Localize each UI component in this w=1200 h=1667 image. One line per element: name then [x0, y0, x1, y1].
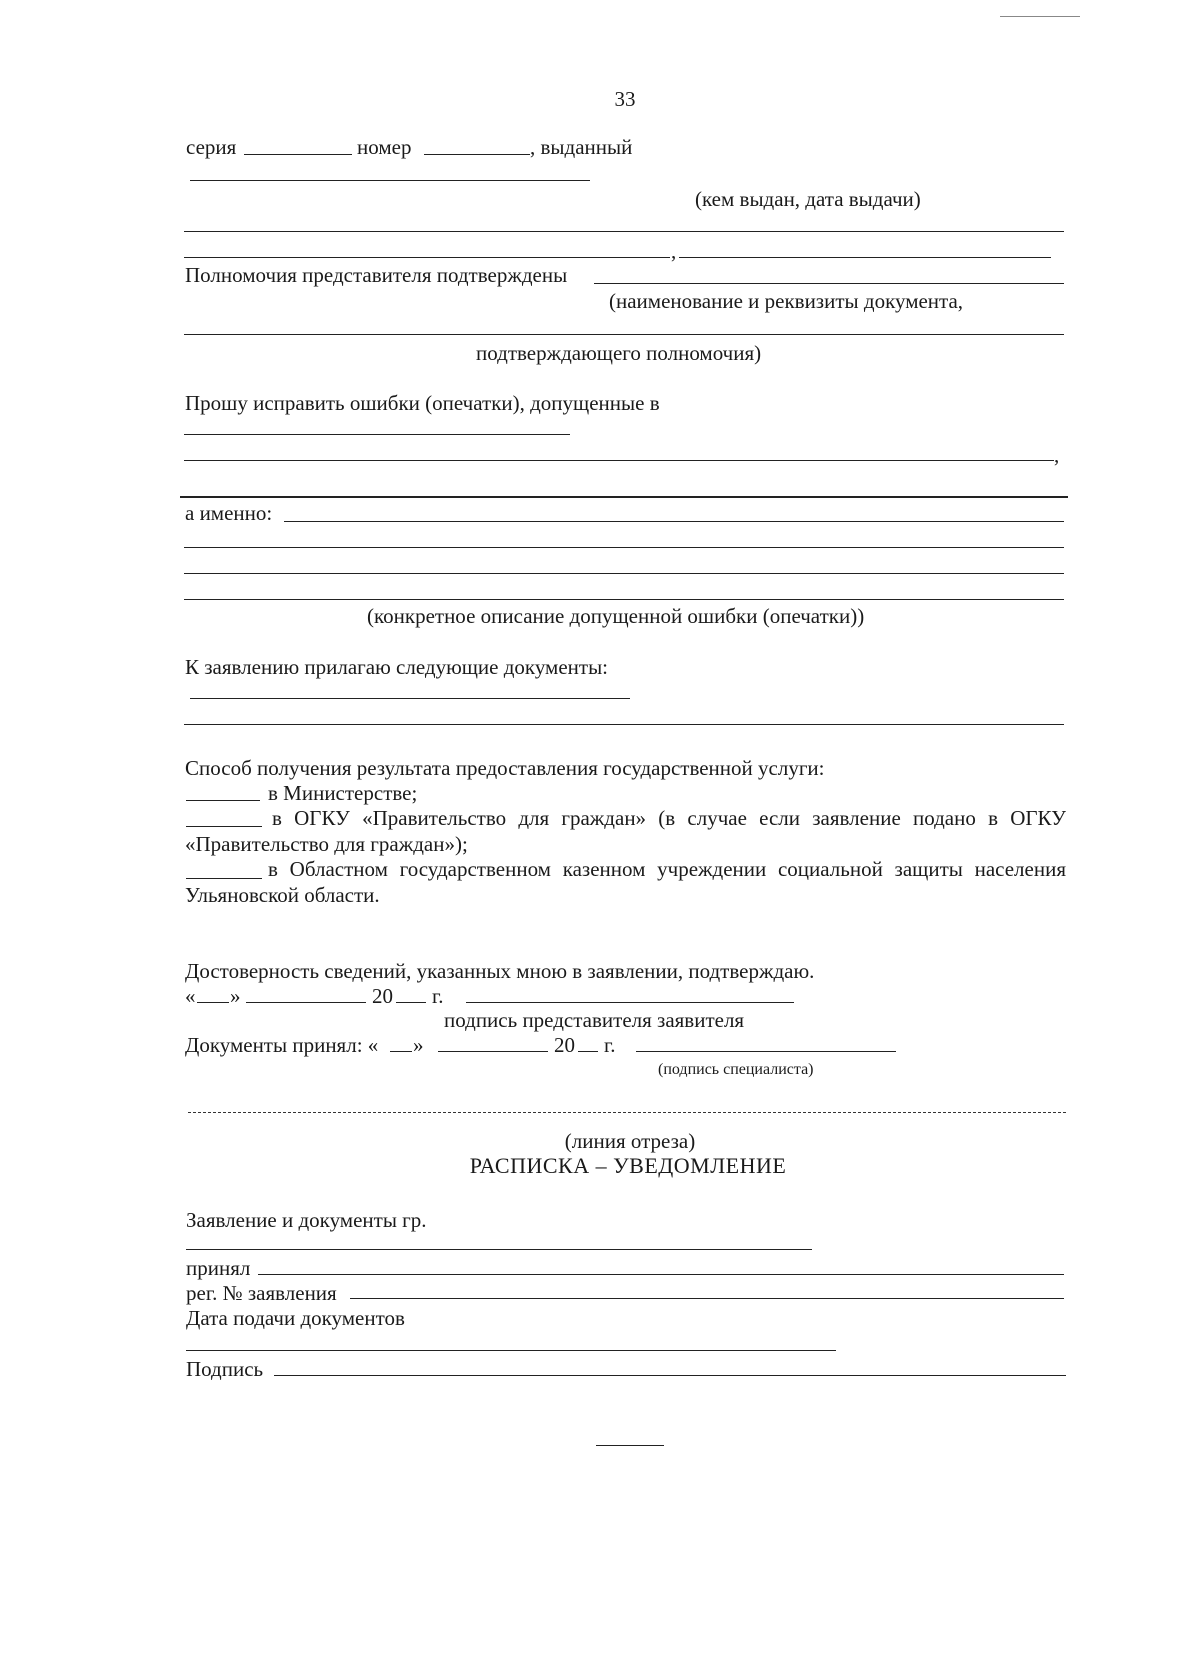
specialist-signature-field: [636, 1051, 896, 1052]
delivery-opt2-line2: «Правительство для граждан»);: [185, 832, 468, 856]
cut-line: [188, 1112, 1066, 1113]
representative-field-2: [184, 334, 1064, 335]
accepted-month-field: [438, 1051, 548, 1052]
namely-label: а именно:: [185, 501, 273, 525]
receipt-signature-field: [274, 1375, 1066, 1376]
receipt-citizen-field: [186, 1249, 812, 1250]
date-open-quote: «: [185, 984, 196, 1008]
accepted-close-quote: »: [413, 1033, 424, 1057]
request-field-2: [184, 460, 1054, 461]
receipt-reg-field: [350, 1298, 1064, 1299]
attachments-field-1: [190, 698, 630, 699]
request-text: Прошу исправить ошибки (опечатки), допущенные в: [185, 391, 660, 415]
request-field-3: [180, 496, 1068, 498]
date-month-field: [246, 1002, 366, 1003]
year-field: [396, 1002, 426, 1003]
accepted-year-suffix: г.: [604, 1033, 616, 1057]
cut-line-label: (линия отреза): [564, 1129, 696, 1153]
representative-field: [594, 283, 1064, 284]
issued-field-2: [184, 231, 1064, 232]
representative-label: Полномочия представителя подтверждены: [185, 263, 568, 287]
delivery-opt3-mark: [186, 878, 262, 879]
receipt-reg-number: рег. № заявления: [186, 1281, 337, 1305]
comma-end: ,: [1054, 443, 1060, 467]
receipt-date-field: [186, 1350, 836, 1351]
series-label: серия: [186, 135, 237, 159]
number-field: [424, 154, 530, 155]
accepted-year-field: [578, 1051, 598, 1052]
scan-artifact-line: [1000, 16, 1080, 17]
namely-field-2: [184, 547, 1064, 548]
representative-hint-2: подтверждающего полномочия): [476, 341, 762, 365]
delivery-opt2-line1: в ОГКУ «Правительство для граждан» (в случае если заявление подано в ОГКУ: [272, 806, 1066, 830]
receipt-title: РАСПИСКА – УВЕДОМЛЕНИЕ: [469, 1153, 787, 1178]
representative-hint-1: (наименование и реквизиты документа,: [609, 289, 964, 313]
date-close-quote: »: [230, 984, 241, 1008]
page-number: 33: [614, 87, 636, 111]
series-field: [244, 154, 352, 155]
receipt-docs-from: Заявление и документы гр.: [186, 1208, 427, 1232]
namely-field-3: [184, 573, 1064, 574]
delivery-opt3-line1: в Областном государственном казенном учреждении социальной защиты населения: [268, 857, 1066, 881]
namely-field-1: [284, 521, 1064, 522]
receipt-submit-date: Дата подачи документов: [186, 1306, 405, 1330]
request-field-1: [184, 434, 570, 435]
attachments-text: К заявлению прилагаю следующие документы:: [185, 655, 609, 679]
date-day-field: [197, 1002, 229, 1003]
delivery-heading: Способ получения результата предоставления государственной услуги:: [185, 756, 825, 780]
namely-field-4: [184, 599, 1064, 600]
receipt-accepted-field: [258, 1274, 1064, 1275]
accepted-label: Документы принял: «: [185, 1033, 379, 1057]
year-suffix: г.: [432, 984, 444, 1008]
accepted-year-prefix: 20: [554, 1033, 575, 1057]
delivery-opt1-mark: [186, 800, 260, 801]
namely-hint: (конкретное описание допущенной ошибки (опечатки)): [367, 604, 865, 628]
delivery-opt1: в Министерстве;: [268, 781, 418, 805]
issued-field-3b: [679, 257, 1051, 258]
year-prefix: 20: [372, 984, 393, 1008]
confirm-text: Достоверность сведений, указанных мною в заявлении, подтверждаю.: [185, 959, 815, 983]
receipt-accepted: принял: [186, 1256, 251, 1280]
issued-field-3a: [184, 257, 670, 258]
issued-label: , выданный: [530, 135, 633, 159]
delivery-opt2-mark: [186, 826, 262, 827]
comma-sep: ,: [671, 239, 677, 263]
representative-signature-field: [466, 1002, 794, 1003]
receipt-signature: Подпись: [186, 1357, 264, 1381]
end-mark: [596, 1445, 664, 1446]
number-label: номер: [357, 135, 412, 159]
accepted-day-field: [390, 1051, 412, 1052]
issued-hint: (кем выдан, дата выдачи): [695, 187, 921, 211]
specialist-hint: (подпись специалиста): [658, 1061, 814, 1078]
delivery-opt3-line2: Ульяновской области.: [185, 883, 380, 907]
attachments-field-2: [184, 724, 1064, 725]
signature-hint: подпись представителя заявителя: [444, 1008, 745, 1032]
issued-field: [190, 180, 590, 181]
